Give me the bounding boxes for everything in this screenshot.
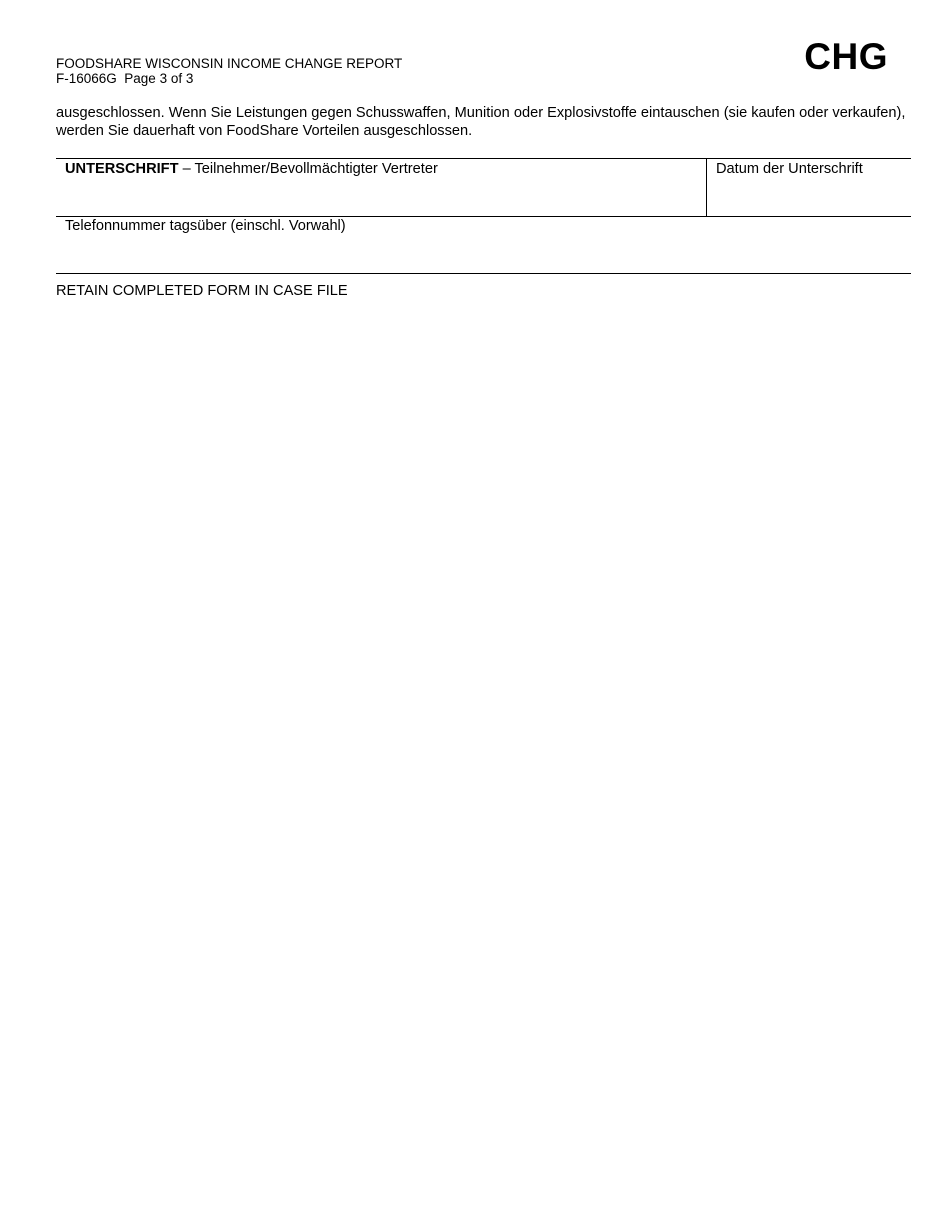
signature-label-bold: UNTERSCHRIFT — [65, 161, 179, 177]
daytime-phone-field[interactable] — [56, 217, 911, 274]
signature-date-field[interactable] — [707, 159, 912, 217]
signature-field[interactable] — [56, 159, 707, 217]
signature-date-label: Datum der Unterschrift — [716, 161, 863, 177]
page-header — [56, 56, 402, 86]
daytime-phone-label: Telefonnummer tagsüber (einschl. Vorwahl) — [65, 218, 346, 234]
signature-label-rest: – Teilnehmer/Bevollmächtigter Vertreter — [178, 161, 438, 177]
phone-row — [56, 217, 911, 274]
signature-table — [56, 158, 911, 274]
form-page-info: F-16066G Page 3 of 3 — [56, 71, 194, 86]
intro-paragraph: ausgeschlossen. Wenn Sie Leistungen gegen Schusswaffen, Munition oder Explosivstoffe eintauschen (sie kaufen oder verkaufen), werden Sie dauerhaft von FoodShare Vorteilen ausgeschlossen. — [56, 105, 906, 139]
report-title: FOODSHARE WISCONSIN INCOME CHANGE REPORT — [56, 56, 403, 71]
form-code: CHG — [804, 36, 888, 77]
signature-row — [56, 159, 911, 217]
retain-form-note: RETAIN COMPLETED FORM IN CASE FILE — [56, 283, 348, 299]
